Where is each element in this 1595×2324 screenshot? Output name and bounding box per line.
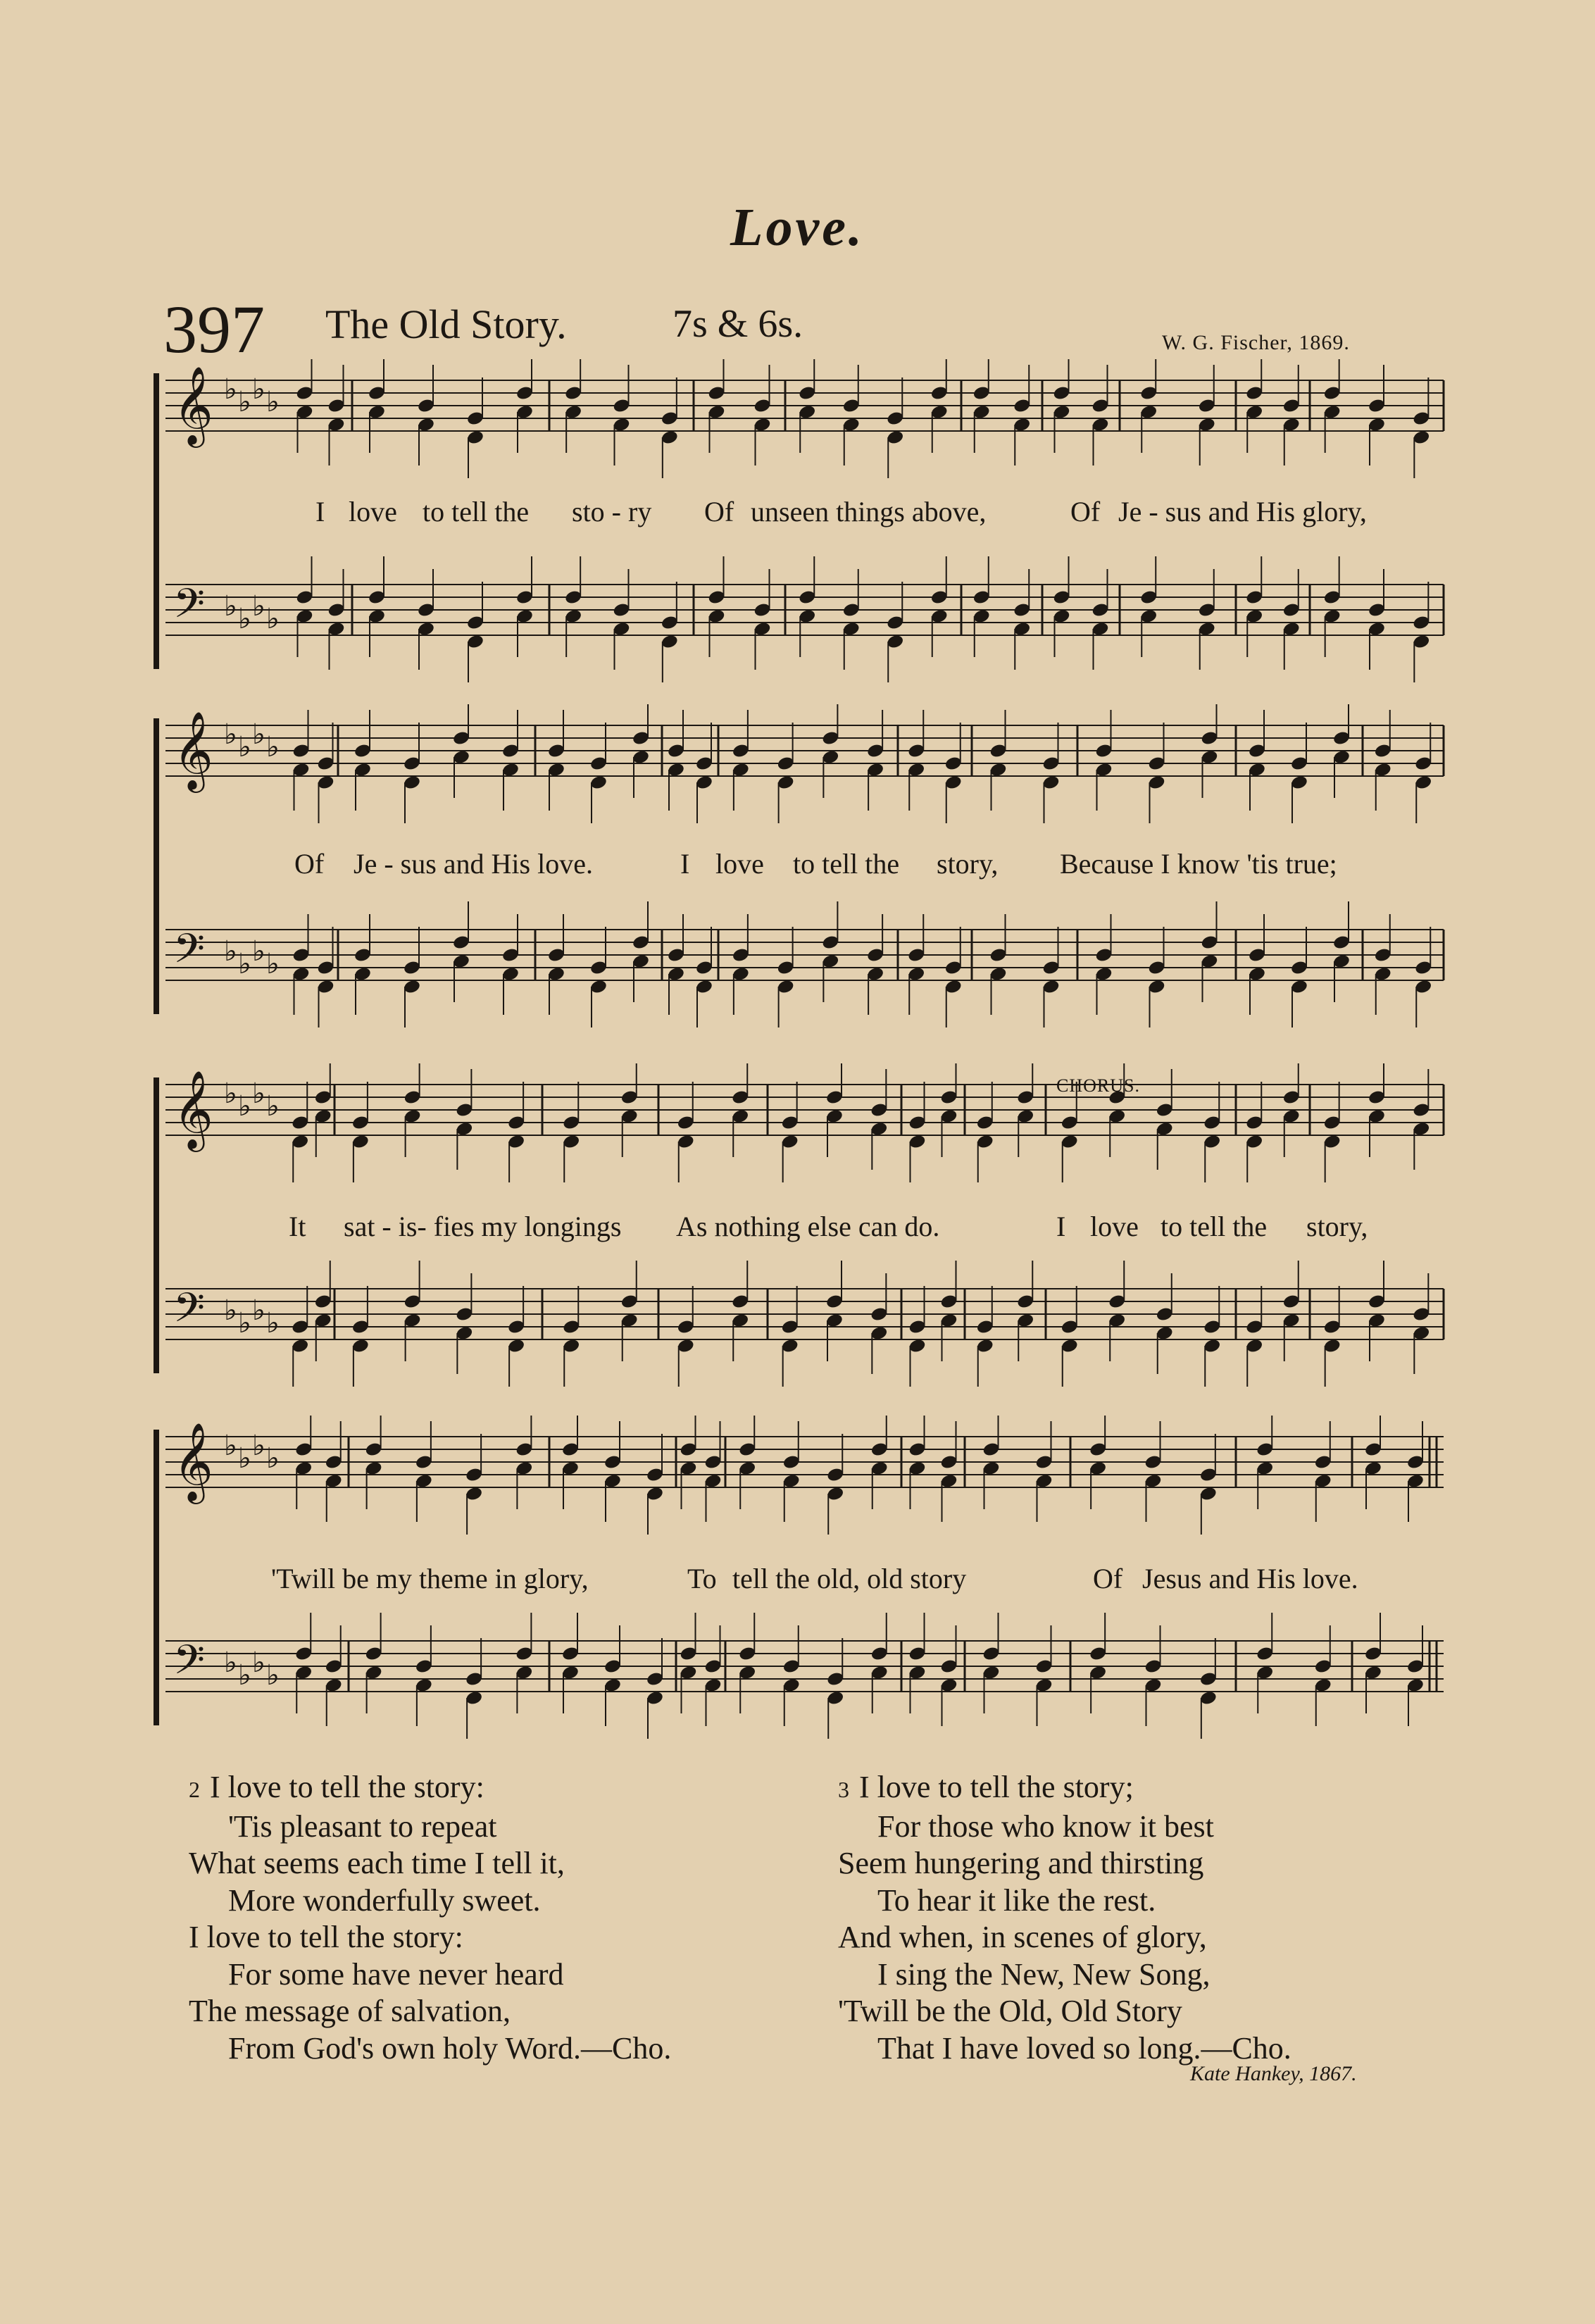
lyric-syllable: Jesus and His love. (1142, 1563, 1358, 1594)
lyric-syllable: I (1056, 1211, 1066, 1242)
flat-icon: ♭ (252, 590, 265, 623)
flat-icon: ♭ (266, 1090, 280, 1123)
lyric-syllable: I (315, 496, 325, 527)
section-title: Love. (730, 198, 865, 257)
lyric-syllable: story, (937, 848, 999, 880)
flat-icon: ♭ (266, 948, 280, 980)
verse-3 (838, 1769, 1291, 2067)
flat-icon: ♭ (252, 373, 265, 406)
treble-clef-icon: 𝄞 (173, 1070, 213, 1149)
hymn-number: 397 (163, 292, 265, 367)
verse-line: For some have never heard (228, 1956, 564, 1992)
flat-icon: ♭ (238, 1442, 251, 1475)
verse-line: I love to tell the story: (210, 1770, 484, 1804)
lyricist-attribution: Kate Hankey, 1867. (1190, 2062, 1357, 2085)
verse-line: 'Twill be the Old, Old Story (838, 1994, 1182, 2028)
bass-clef-icon: 𝄢 (173, 925, 206, 982)
flat-icon: ♭ (238, 731, 251, 763)
lyric-syllable: to tell the (793, 848, 900, 880)
flat-icon: ♭ (224, 1294, 237, 1327)
flat-icon: ♭ (224, 590, 237, 623)
flat-icon: ♭ (266, 603, 280, 635)
verse-number: 2 (189, 1777, 200, 1802)
verse-line: And when, in scenes of glory, (838, 1920, 1207, 1954)
flat-icon: ♭ (238, 1090, 251, 1123)
verse-line: I love to tell the story; (859, 1770, 1134, 1804)
lyric-syllable: Of (1070, 496, 1101, 527)
verse-line: What seems each time I tell it, (189, 1846, 565, 1880)
flat-icon: ♭ (266, 1442, 280, 1475)
verse-number: 3 (838, 1777, 849, 1802)
flat-icon: ♭ (238, 603, 251, 635)
flat-icon: ♭ (252, 1077, 265, 1110)
lyric-syllable: 'Twill be my theme in glory, (271, 1563, 589, 1594)
verse-line: I sing the New, New Song, (877, 1956, 1211, 1992)
lyric-syllable: Je - sus and His love. (354, 848, 593, 880)
lyric-syllable: story, (1306, 1211, 1368, 1242)
bass-clef-icon: 𝄢 (173, 580, 206, 637)
flat-icon: ♭ (266, 1307, 280, 1339)
hymn-title: The Old Story. (325, 301, 567, 347)
lyric-syllable: love (349, 496, 397, 527)
lyric-syllable: sto - ry (572, 496, 652, 527)
flat-icon: ♭ (252, 718, 265, 751)
lyric-syllable: To (687, 1563, 717, 1594)
verse-line: For those who know it best (877, 1808, 1214, 1844)
flat-icon: ♭ (266, 1659, 280, 1692)
verse-line: I love to tell the story: (189, 1920, 463, 1954)
flat-icon: ♭ (238, 386, 251, 418)
treble-clef-icon: 𝄞 (173, 1422, 213, 1501)
flat-icon: ♭ (266, 386, 280, 418)
lyric-syllable: to tell the (423, 496, 530, 527)
flat-icon: ♭ (252, 935, 265, 968)
treble-clef-icon: 𝄞 (173, 366, 213, 444)
bass-clef-icon: 𝄢 (173, 1284, 206, 1342)
lyric-syllable: to tell the (1161, 1211, 1268, 1242)
verse-line: The message of salvation, (189, 1994, 511, 2028)
flat-icon: ♭ (224, 718, 237, 751)
lyric-syllable: It (289, 1211, 306, 1242)
lyric-syllable: Because I know 'tis true; (1060, 848, 1337, 880)
flat-icon: ♭ (252, 1647, 265, 1679)
lyric-syllable: Of (704, 496, 734, 527)
lyric-syllable: Je - sus and His glory, (1118, 496, 1367, 527)
treble-clef-icon: 𝄞 (173, 711, 213, 789)
flat-icon: ♭ (224, 935, 237, 968)
flat-icon: ♭ (238, 948, 251, 980)
flat-icon: ♭ (238, 1659, 251, 1692)
music-system-1 (0, 359, 1595, 697)
flat-icon: ♭ (224, 373, 237, 406)
flat-icon: ♭ (252, 1294, 265, 1327)
lyric-syllable: love (1090, 1211, 1139, 1242)
lyric-syllable: tell the old, old story (732, 1563, 967, 1594)
bass-clef-icon: 𝄢 (173, 1636, 206, 1694)
chorus-marker: CHORUS. (1056, 1075, 1140, 1096)
verse-2 (189, 1769, 671, 2067)
composer-credit: W. G. Fischer, 1869. (1162, 331, 1350, 354)
lyric-syllable: I (680, 848, 690, 880)
flat-icon: ♭ (224, 1430, 237, 1462)
flat-icon: ♭ (266, 731, 280, 763)
flat-icon: ♭ (224, 1647, 237, 1679)
verse-line: To hear it like the rest. (877, 1882, 1156, 1918)
verse-line: That I have loved so long.—Cho. (877, 2030, 1291, 2066)
verse-line: From God's own holy Word.—Cho. (228, 2030, 672, 2066)
meter: 7s & 6s. (673, 302, 803, 346)
flat-icon: ♭ (238, 1307, 251, 1339)
lyric-syllable: As nothing else can do. (676, 1211, 940, 1242)
verse-line: Seem hungering and thirsting (838, 1846, 1204, 1880)
lyric-syllable: love (715, 848, 764, 880)
verse-line: More wonderfully sweet. (228, 1882, 541, 1918)
lyric-syllable: sat - is- fies my longings (344, 1211, 622, 1242)
flat-icon: ♭ (252, 1430, 265, 1462)
verse-line: 'Tis pleasant to repeat (228, 1808, 497, 1844)
flat-icon: ♭ (224, 1077, 237, 1110)
lyric-syllable: Of (1093, 1563, 1123, 1594)
lyric-syllable: unseen things above, (751, 496, 987, 527)
lyric-syllable: Of (294, 848, 325, 880)
